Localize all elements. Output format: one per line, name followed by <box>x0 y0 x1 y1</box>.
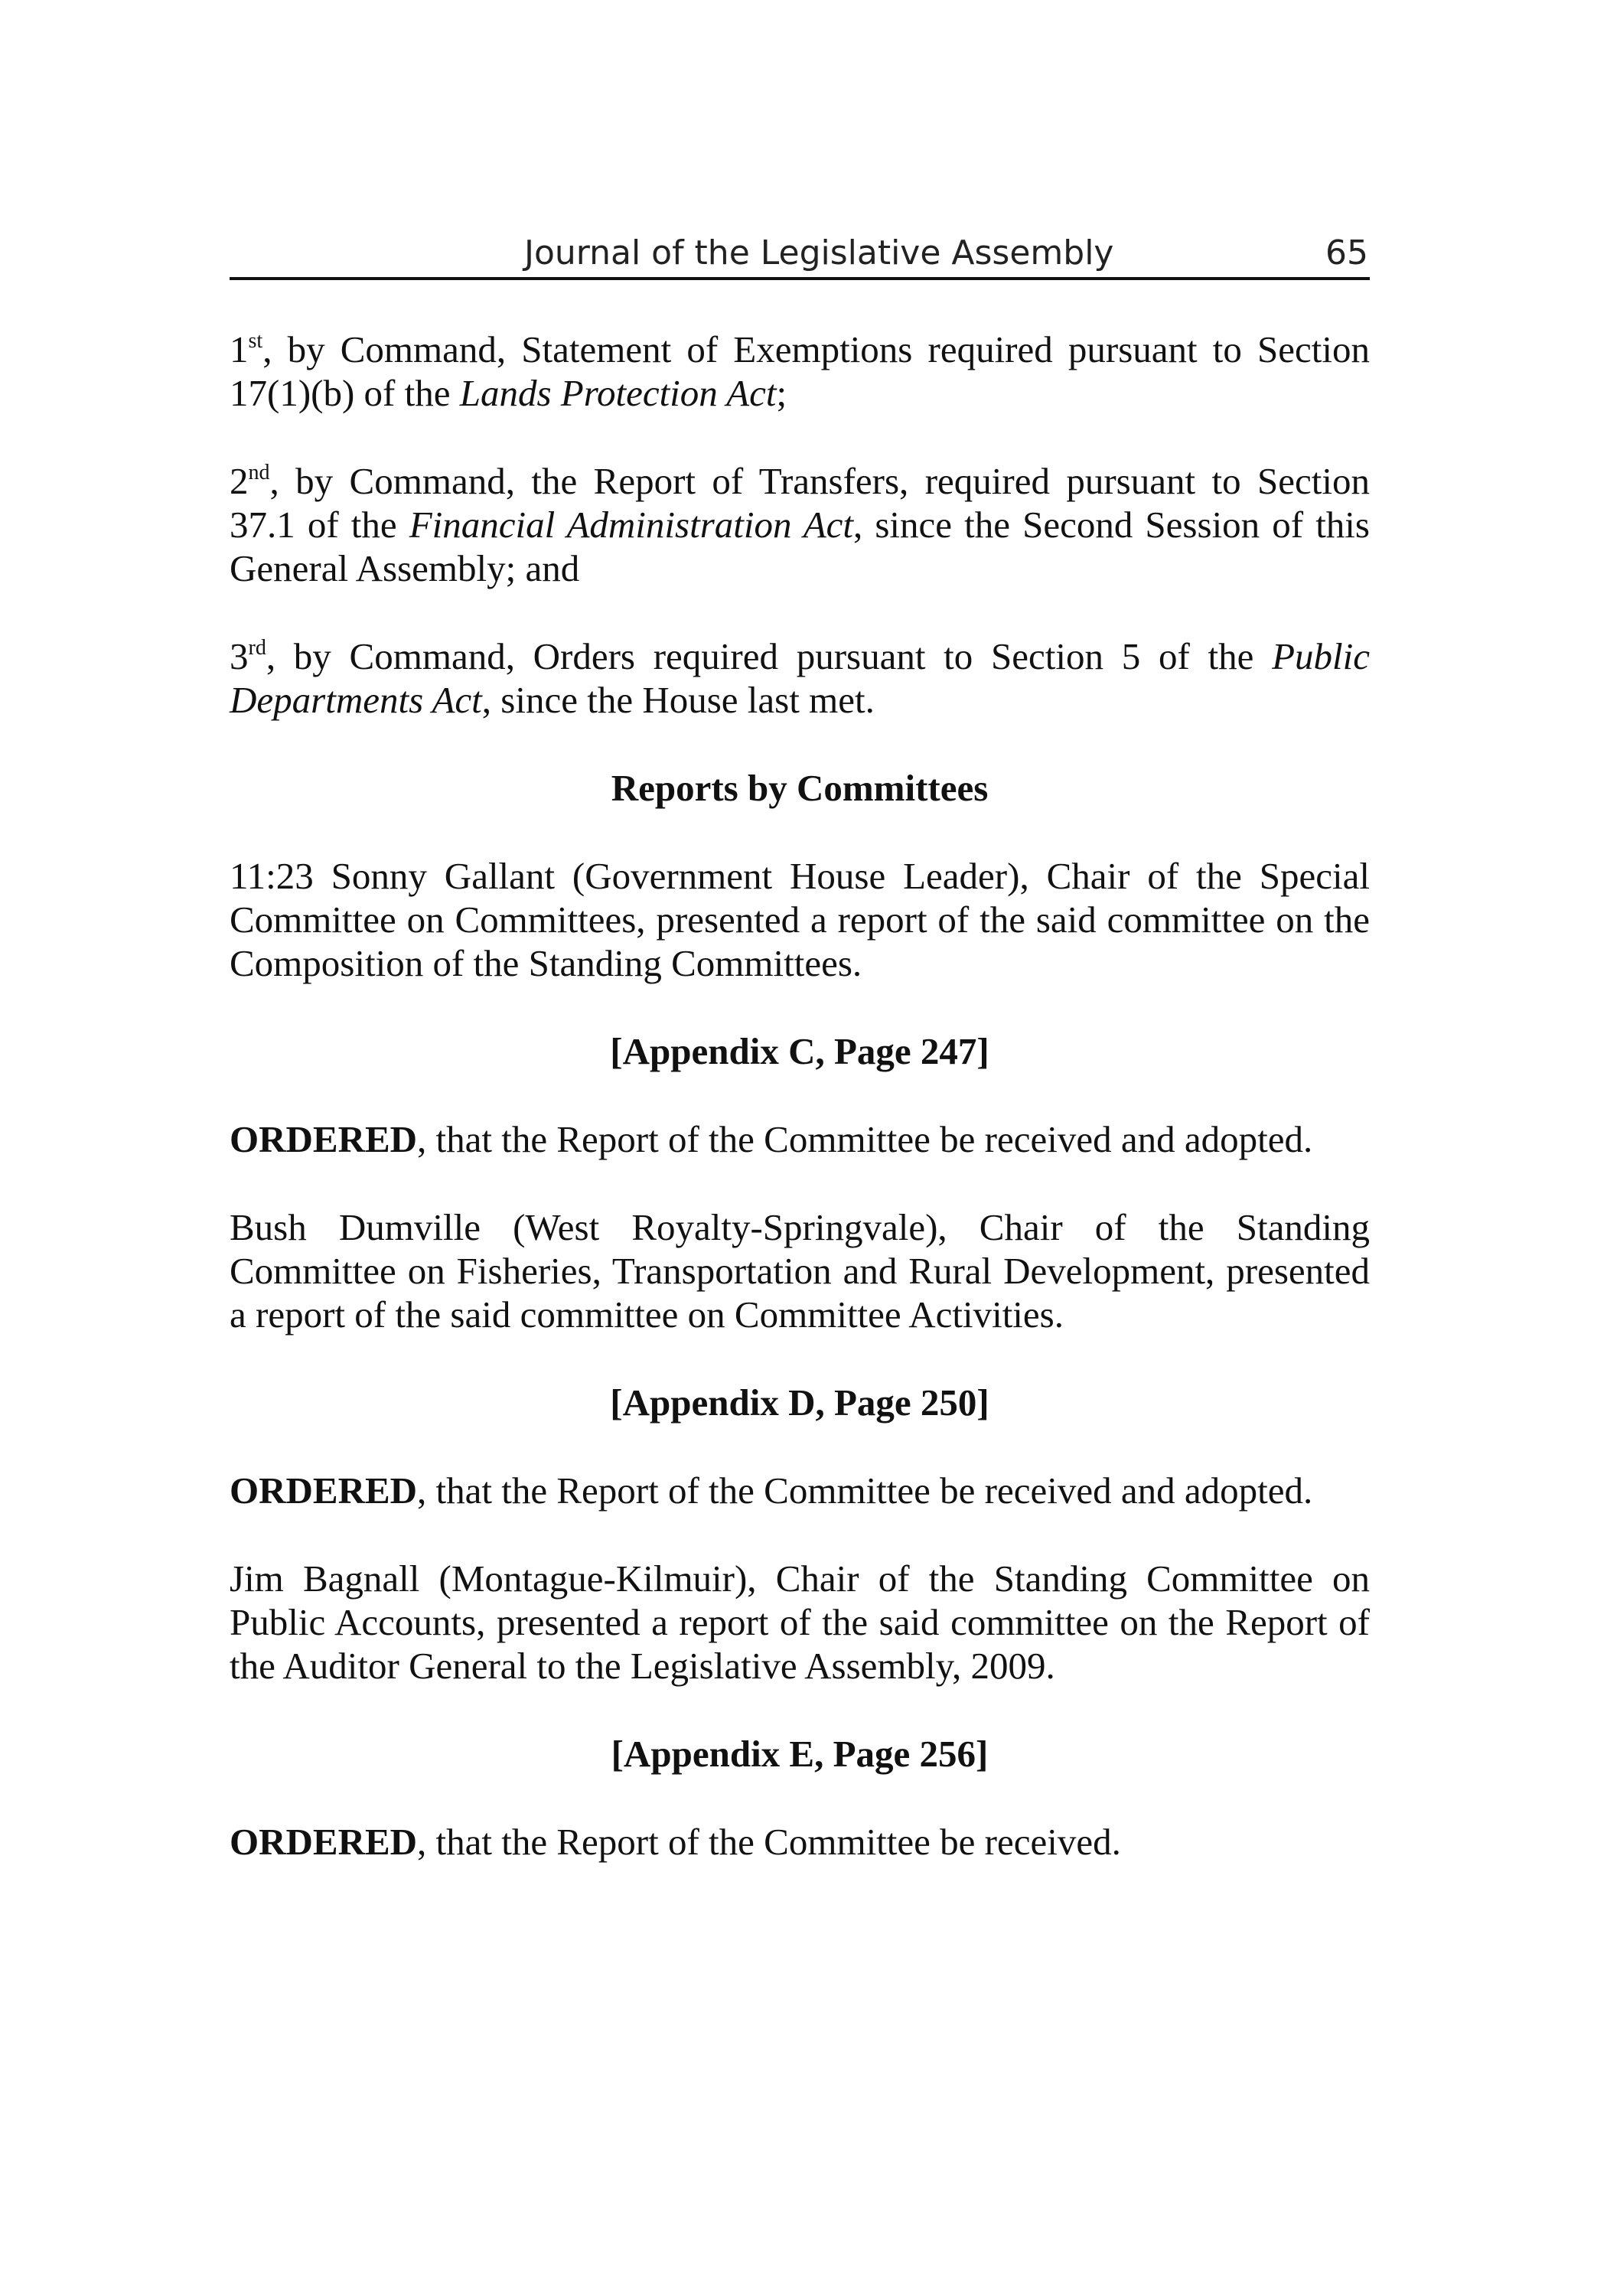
page-body <box>230 328 1370 1908</box>
act-title: Financial Administration Act <box>409 504 853 546</box>
paragraph-text: , by Command, Orders required pursuant to Section 5 of the <box>266 635 1273 677</box>
ordinal: 2 <box>230 460 249 502</box>
act-title: Lands Protection Act <box>459 372 777 414</box>
act-title: Public Departments Act <box>230 635 1370 721</box>
committee-report-3: Jim Bagnall (Montague-Kilmuir), Chair of the Standing Committee on Public Accounts, presented a report of the said committee on the Report of the Auditor General to the Legislative Assembly, 2009. <box>230 1557 1370 1687</box>
committee-report-1: 11:23 Sonny Gallant (Government House Leader), Chair of the Special Committee on Committees, presented a report of the said committee on the Composition of the Standing Committees. <box>230 855 1370 984</box>
ordered-keyword: ORDERED <box>230 1118 418 1160</box>
ordinal-suffix: rd <box>248 635 266 660</box>
paragraph-text: , since the House last met. <box>481 679 875 721</box>
ordered-motion-1 <box>230 1117 1370 1161</box>
paragraph-text: , by Command, the Report of Transfers, required pursuant to Section 37.1 of the <box>230 460 1370 546</box>
journal-title: Journal of the Legislative Assembly <box>524 233 1114 272</box>
ordinal: 1 <box>230 328 249 370</box>
paragraph-text: , by Command, Statement of Exemptions required pursuant to Section 17(1)(b) of the <box>230 328 1370 414</box>
running-header <box>230 230 1370 280</box>
ordinal-suffix: nd <box>248 460 270 484</box>
page-number: 65 <box>1325 233 1368 272</box>
ordered-motion-3 <box>230 1820 1370 1864</box>
ordered-text: , that the Report of the Committee be received and adopted. <box>417 1469 1313 1512</box>
appendix-reference-e: [Appendix E, Page 256] <box>611 1733 989 1775</box>
ordered-keyword: ORDERED <box>230 1821 418 1863</box>
appendix-reference-d: [Appendix D, Page 250] <box>610 1381 989 1424</box>
ordinal-suffix: st <box>248 328 263 353</box>
ordered-motion-2 <box>230 1469 1370 1512</box>
tabled-document-3 <box>230 634 1370 722</box>
tabled-document-2 <box>230 459 1370 590</box>
section-heading: Reports by Committees <box>611 767 989 809</box>
ordered-keyword: ORDERED <box>230 1469 418 1512</box>
appendix-reference-c: [Appendix C, Page 247] <box>610 1030 989 1072</box>
tabled-document-1 <box>230 328 1370 415</box>
ordered-text: , that the Report of the Committee be received and adopted. <box>417 1118 1313 1160</box>
paragraph-text: ; <box>776 372 787 414</box>
ordinal: 3 <box>230 635 249 677</box>
committee-report-2: Bush Dumville (West Royalty-Springvale), Chair of the Standing Committee on Fisheries, Transportation and Rural Development, presented a report of the said committee on Committee Activities. <box>230 1206 1370 1336</box>
paragraph-text: , since the Second Session of this General Assembly; and <box>230 504 1370 589</box>
ordered-text: , that the Report of the Committee be received. <box>417 1821 1121 1863</box>
